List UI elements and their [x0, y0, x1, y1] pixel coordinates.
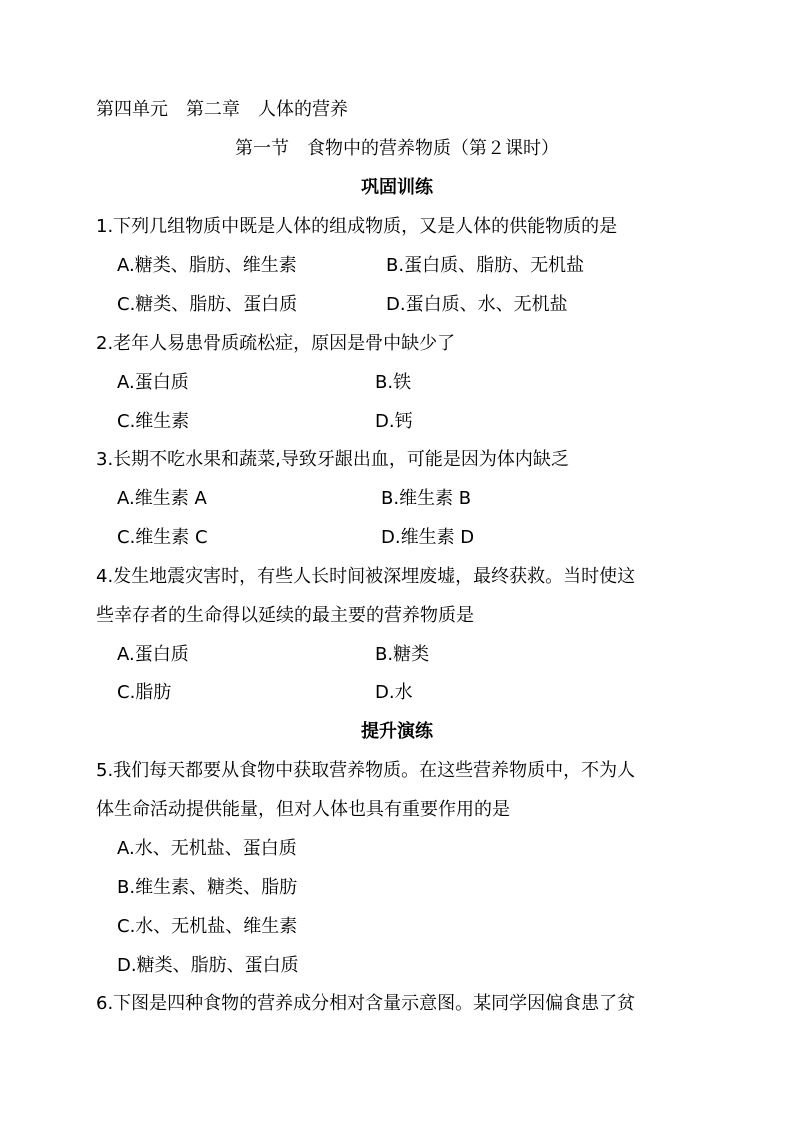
question-3-option-b: B.维生素 B: [381, 488, 472, 509]
question-3-stem: 3.长期不吃水果和蔬菜,导致牙龈出血，可能是因为体内缺乏: [96, 449, 569, 470]
question-5-option-b: B.维生素、糖类、脂肪: [117, 877, 298, 898]
question-2-stem: 2.老年人易患骨质疏松症，原因是骨中缺少了: [96, 333, 456, 354]
question-2-option-a: A.蛋白质: [117, 372, 189, 393]
question-3-option-d: D.维生素 D: [381, 527, 475, 548]
unit-title: 第四单元 第二章 人体的营养: [96, 99, 348, 120]
question-5-option-c: C.水、无机盐、维生素: [117, 916, 298, 937]
question-3-option-c: C.维生素 C: [117, 527, 208, 548]
question-2-option-b: B.铁: [375, 372, 412, 393]
question-5-stem-line-2: 体生命活动提供能量，但对人体也具有重要作用的是: [96, 799, 510, 820]
question-2-option-d: D.钙: [375, 411, 413, 432]
question-6-stem-line-1: 6.下图是四种食物的营养成分相对含量示意图。某同学因偏食患了贫: [96, 993, 636, 1014]
question-1-option-b: B.蛋白质、脂肪、无机盐: [386, 255, 585, 276]
question-5-option-d: D.糖类、脂肪、蛋白质: [117, 955, 299, 976]
question-1-option-d: D.蛋白质、水、无机盐: [386, 294, 568, 315]
question-3-option-a: A.维生素 A: [117, 488, 207, 509]
question-4-option-c: C.脂肪: [117, 682, 172, 703]
question-4-option-b: B.糖类: [375, 644, 430, 665]
question-4-stem-line-2: 些幸存者的生命得以延续的最主要的营养物质是: [96, 605, 474, 626]
heading-consolidation: 巩固训练: [361, 177, 433, 198]
question-4-option-d: D.水: [375, 682, 413, 703]
question-1-option-a: A.糖类、脂肪、维生素: [117, 255, 297, 276]
question-5-stem-line-1: 5.我们每天都要从食物中获取营养物质。在这些营养物质中，不为人: [96, 760, 636, 781]
question-4-stem-line-1: 4.发生地震灾害时，有些人长时间被深埋废墟，最终获救。当时使这: [96, 566, 636, 587]
question-5-option-a: A.水、无机盐、蛋白质: [117, 838, 297, 859]
question-1-stem: 1.下列几组物质中既是人体的组成物质，又是人体的供能物质的是: [96, 216, 618, 237]
question-4-option-a: A.蛋白质: [117, 644, 189, 665]
section-title: 第一节 食物中的营养物质（第２课时）: [235, 138, 559, 159]
question-1-option-c: C.糖类、脂肪、蛋白质: [117, 294, 298, 315]
heading-improvement: 提升演练: [361, 721, 433, 742]
question-2-option-c: C.维生素: [117, 411, 190, 432]
